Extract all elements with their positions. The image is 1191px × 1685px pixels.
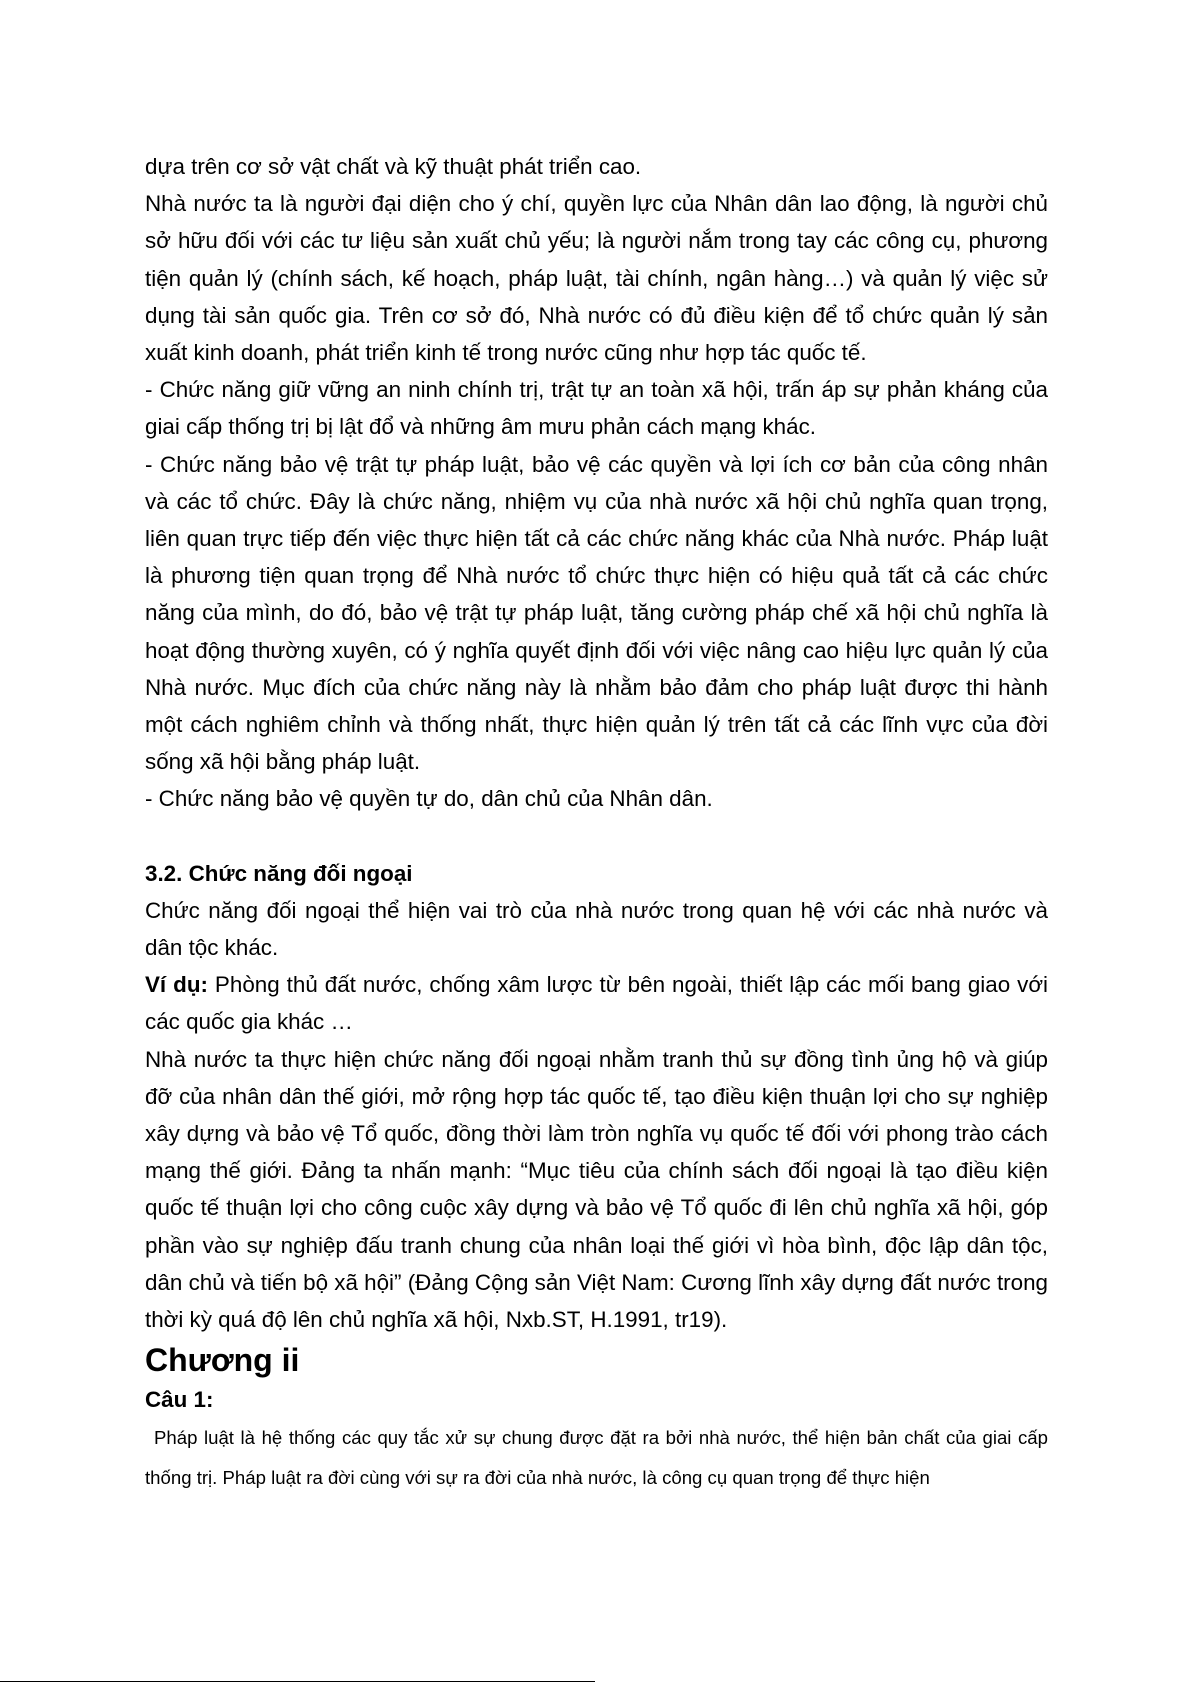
paragraph-state-representative: Nhà nước ta là người đại diện cho ý chí, quyền lực của Nhân dân lao động, là người chủ sở hữu đối với các tư liệu sản xuất chủ yếu; là người nắm trong tay các công cụ, phương tiện quản lý (chính sách, kế hoạch, pháp luật, tài chính, ngân hàng…) và quản lý việc sử dụng tài sản quốc gia. Trên cơ sở đó, Nhà nước có đủ điều kiện để tổ chức quản lý sản xuất kinh doanh, phát triển kinh tế trong nước cũng như hợp tác quốc tế.	[145, 191, 1048, 366]
section-body: Nhà nước ta thực hiện chức năng đối ngoại nhằm tranh thủ sự đồng tình ủng hộ và giúp đỡ của nhân dân thế giới, mở rộng hợp tác quốc tế, tạo điều kiện thuận lợi cho sự nghiệp xây dựng và bảo vệ Tổ quốc, đồng thời làm tròn nghĩa vụ quốc tế đối với phong trào cách mạng thế giới. Đảng ta nhấn mạnh: “Mục tiêu của chính sách đối ngoại là tạo điều kiện quốc tế thuận lợi cho công cuộc xây dựng và bảo vệ Tổ quốc đi lên chủ nghĩa xã hội, góp phần vào sự nghiệp đấu tranh chung của nhân loại thế giới vì hòa bình, độc lập dân tộc, dân chủ và tiến bộ xã hội” (Đảng Cộng sản Việt Nam: Cương lĩnh xây dựng đất nước trong thời kỳ quá độ lên chủ nghĩa xã hội, Nxb.ST, H.1991, tr19).	[145, 1046, 1048, 1333]
page-content	[145, 148, 1048, 1498]
paragraph-legal-order-function: - Chức năng bảo vệ trật tự pháp luật, bảo vệ các quyền và lợi ích cơ bản của công nhân và các tổ chức. Đây là chức năng, nhiệm vụ của nhà nước xã hội chủ nghĩa quan trọng, liên quan trực tiếp đến việc thực hiện tất cả các chức năng khác của Nhà nước. Pháp luật là phương tiện quan trọng để Nhà nước tổ chức thực hiện có hiệu quả tất cả các chức năng của mình, do đó, bảo vệ trật tự pháp luật, tăng cường pháp chế xã hội chủ nghĩa là hoạt động thường xuyên, có ý nghĩa quyết định đối với việc nâng cao hiệu lực quản lý của Nhà nước. Mục đích của chức năng này là nhằm bảo đảm cho pháp luật được thi hành một cách nghiêm chỉnh và thống nhất, thực hiện quản lý trên tất cả các lĩnh vực của đời sống xã hội bằng pháp luật.	[145, 451, 1048, 775]
footer-divider	[0, 1681, 595, 1682]
paragraph-continuation: dựa trên cơ sở vật chất và kỹ thuật phát triển cao.	[145, 154, 642, 179]
chapter-title: Chương ii	[145, 1342, 300, 1379]
spacer	[145, 818, 1048, 855]
paragraph-security-function: - Chức năng giữ vững an ninh chính trị, trật tự an toàn xã hội, trấn áp sự phản kháng của giai cấp thống trị bị lật đổ và những âm mưu phản cách mạng khác.	[145, 377, 1048, 440]
section-intro: Chức năng đối ngoại thể hiện vai trò của nhà nước trong quan hệ với các nhà nước và dân tộc khác.	[145, 897, 1048, 961]
paragraph-democracy-function: - Chức năng bảo vệ quyền tự do, dân chủ của Nhân dân.	[145, 786, 713, 812]
section-heading: 3.2. Chức năng đối ngoại	[145, 860, 413, 886]
example-label: Ví dụ:	[145, 972, 208, 998]
question-text: Pháp luật là hệ thống các quy tắc xử sự chung được đặt ra bởi nhà nước, thể hiện bản chất của giai cấp thống trị. Pháp luật ra đời cùng với sự ra đời của nhà nước, là công cụ quan trọng để thực hiện	[145, 1427, 1048, 1489]
example-paragraph	[145, 966, 1048, 1040]
question-label: Câu 1:	[145, 1387, 214, 1413]
example-text: Phòng thủ đất nước, chống xâm lược từ bên ngoài, thiết lập các mối bang giao với các quốc gia khác …	[145, 972, 1048, 1035]
